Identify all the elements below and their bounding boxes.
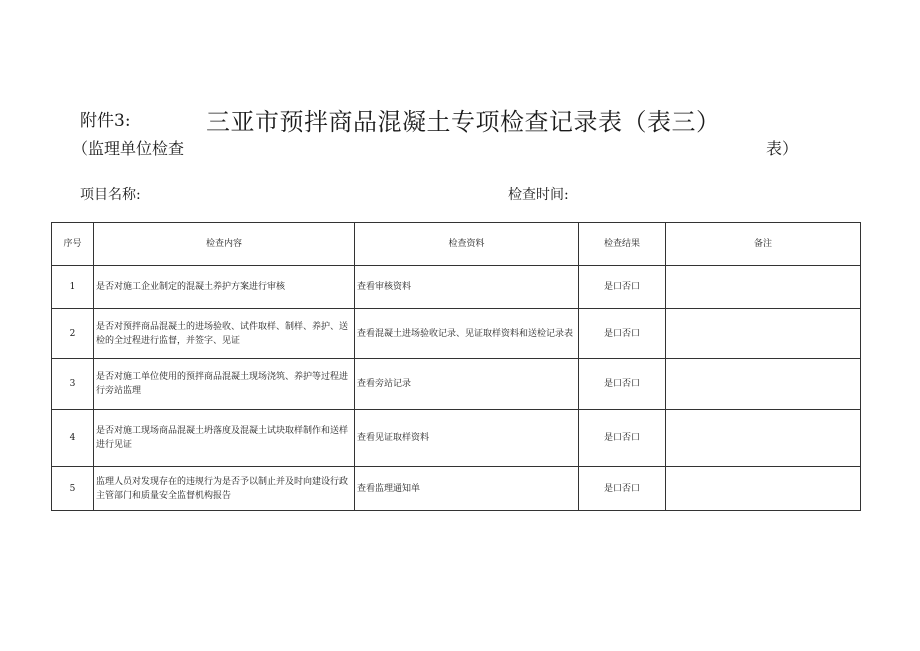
project-name-label: 项目名称: bbox=[80, 187, 141, 203]
row-note[interactable] bbox=[666, 309, 861, 359]
row-docs: 查看见证取样资料 bbox=[355, 410, 579, 467]
subtitle-left: （监理单位检查 bbox=[72, 139, 185, 158]
row-note[interactable] bbox=[666, 410, 861, 467]
col-header-note: 备注 bbox=[666, 223, 861, 266]
inspection-table bbox=[51, 222, 861, 511]
row-content: 是否对预拌商品混凝土的进场验收、试件取样、制样、养护、送检的全过程进行监督，并签字、见证 bbox=[94, 309, 355, 359]
row-result: 是口否口 bbox=[579, 410, 666, 467]
row-docs: 查看监理通知单 bbox=[355, 467, 579, 511]
row-content: 是否对施工企业制定的混凝土养护方案进行审核 bbox=[94, 266, 355, 309]
row-no: 1 bbox=[52, 266, 94, 309]
page-title: 三亚市预拌商品混凝土专项检查记录表（表三） bbox=[206, 108, 721, 136]
table-row bbox=[52, 359, 861, 410]
col-header-docs: 检查资料 bbox=[355, 223, 579, 266]
row-result: 是口否口 bbox=[579, 467, 666, 511]
row-no: 2 bbox=[52, 309, 94, 359]
table-header-row bbox=[52, 223, 861, 266]
subtitle-right: 表） bbox=[766, 139, 799, 158]
row-content: 监理人员对发现存在的违规行为是否予以制止并及时向建设行政主管部门和质量安全监督机构报告 bbox=[94, 467, 355, 511]
table-row bbox=[52, 410, 861, 467]
row-note[interactable] bbox=[666, 359, 861, 410]
table-row bbox=[52, 467, 861, 511]
row-note[interactable] bbox=[666, 467, 861, 511]
row-no: 3 bbox=[52, 359, 94, 410]
row-content: 是否对施工现场商品混凝土坍落度及混凝土试块取样制作和送样进行见证 bbox=[94, 410, 355, 467]
row-note[interactable] bbox=[666, 266, 861, 309]
check-time-label: 检查时间: bbox=[508, 187, 569, 203]
row-docs: 查看旁站记录 bbox=[355, 359, 579, 410]
row-no: 4 bbox=[52, 410, 94, 467]
row-docs: 查看混凝土进场验收记录、见证取样资料和送检记录表 bbox=[355, 309, 579, 359]
row-result: 是口否口 bbox=[579, 266, 666, 309]
col-header-content: 检查内容 bbox=[94, 223, 355, 266]
table-row bbox=[52, 266, 861, 309]
row-result: 是口否口 bbox=[579, 359, 666, 410]
row-result: 是口否口 bbox=[579, 309, 666, 359]
row-docs: 查看审核资料 bbox=[355, 266, 579, 309]
table-row bbox=[52, 309, 861, 359]
col-header-result: 检查结果 bbox=[579, 223, 666, 266]
row-content: 是否对施工单位使用的预拌商品混凝土现场浇筑、养护等过程进行旁站监理 bbox=[94, 359, 355, 410]
col-header-no: 序号 bbox=[52, 223, 94, 266]
row-no: 5 bbox=[52, 467, 94, 511]
attachment-label: 附件3: bbox=[80, 111, 131, 131]
